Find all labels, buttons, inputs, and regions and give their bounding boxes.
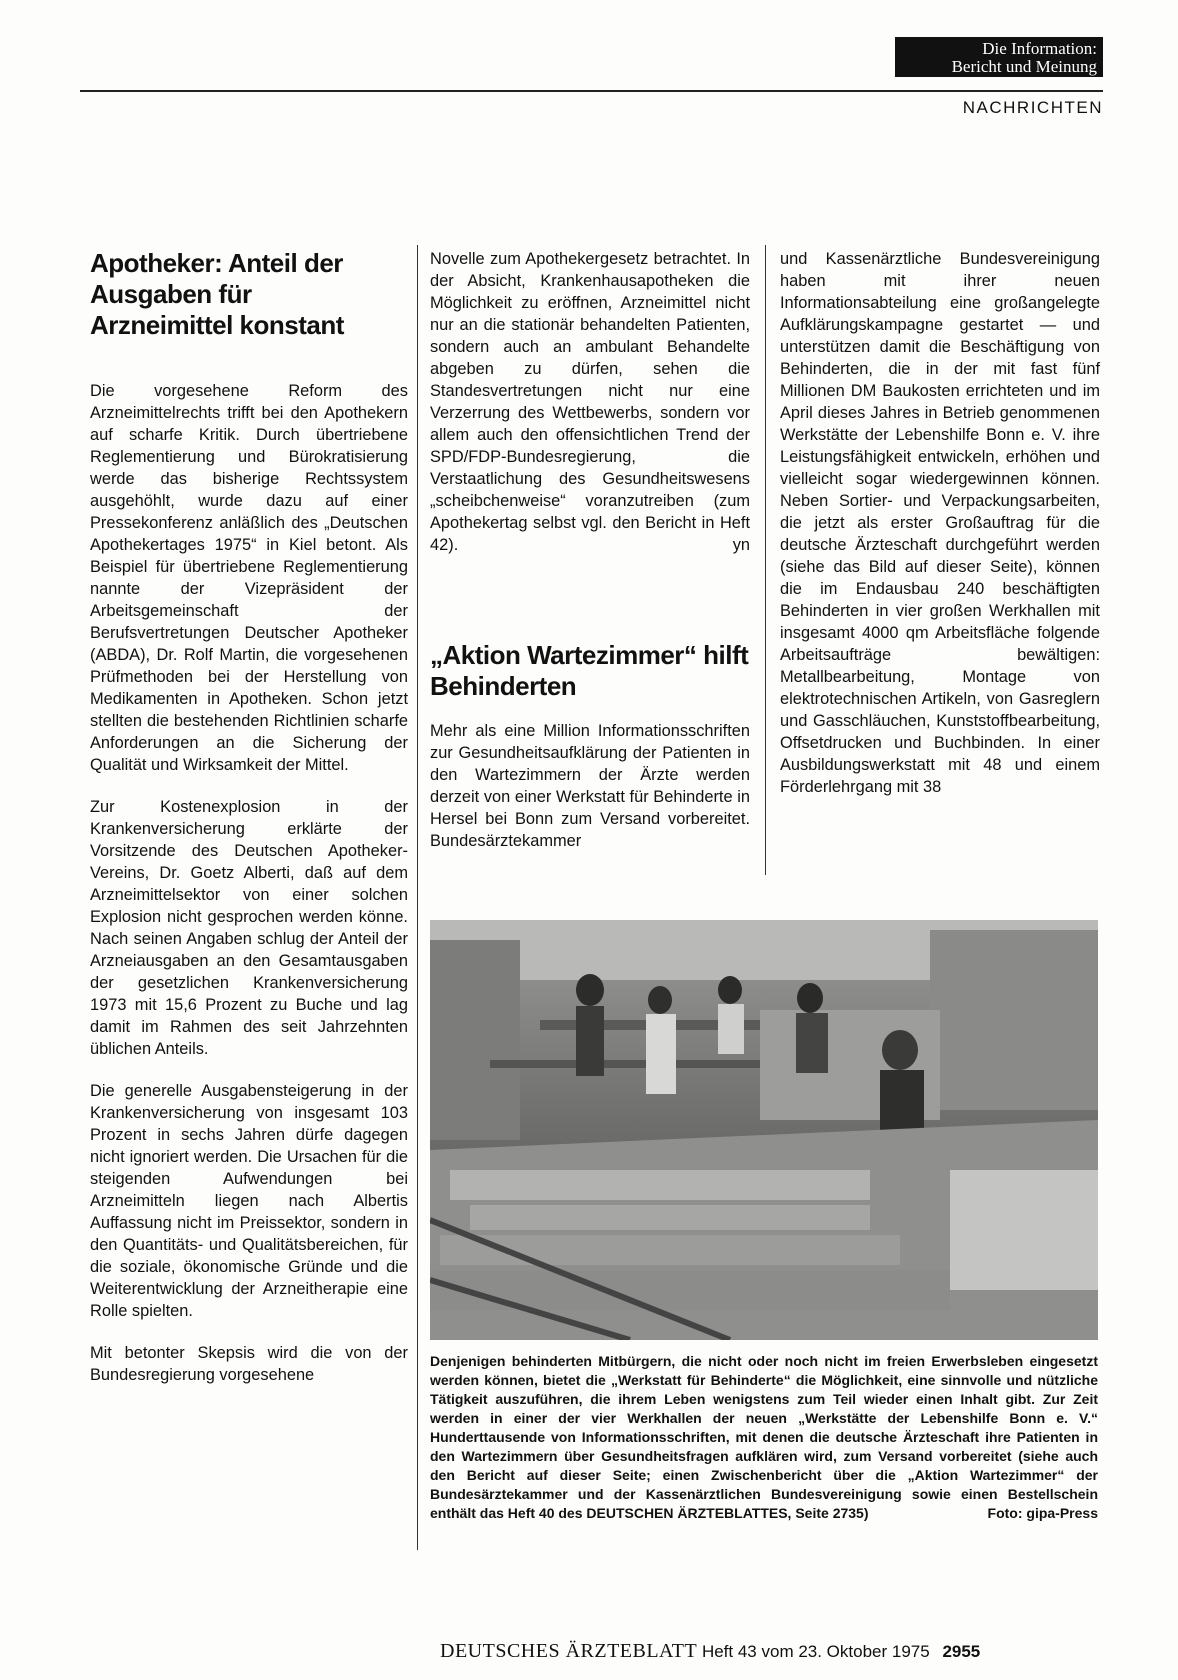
article2-paragraph: und Kassenärztliche Bundesvereinigung haben mit ihrer neuen Informationsabteilung eine großangelegte Aufklärungskampagne gestartet — und unterstützen damit die Beschäftigung von Behinderten, die in der mit fast fünf Millionen DM Baukosten errichteten und im April dieses Jahres in Betrieb genommenen Werkstätte der Lebenshilfe Bonn e. V. ihre Leistungsfähigkeit entwickeln, erhöhen und vielleicht sogar wiedergewinnen können. Neben Sortier- und Verpackungsarbeiten, die jetzt als erster Großauftrag für die deutsche Ärzteschaft durchgeführt werden (siehe das Bild auf dieser Seite), können die im Endausbau 240 beschäftigten Behinderten in vier großen Werkhallen mit insgesamt 4000 qm Arbeitsfläche folgende Arbeitsaufträge bewältigen: Metallbearbeitung, Montage von elektrotechnischen Artikeln, von Gasreglern und Gasschläuchen, Kunststoffbearbeitung, Offsetdrucken und Buchbinden. In einer Ausbildungswerkstatt mit 48 und einem Förderlehrgang mit 38	[780, 250, 1100, 796]
article1-author: yn	[732, 536, 750, 554]
photo-caption	[430, 1352, 1098, 1523]
column-2-article2	[430, 720, 750, 852]
rubric-box	[895, 37, 1103, 77]
issue-info: Heft 43 vom 23. Oktober 1975	[701, 1642, 930, 1661]
article1-paragraph: Zur Kostenexplosion in der Krankenversicherung erklärte der Vorsitzende des Deutschen Apotheker-Vereins, Dr. Goetz Alberti, daß auf dem Arzneimittelsektor von einer solchen Explosion nicht gesprochen werden könne. Nach seinen Angaben schlug der Anteil der Arzneiausgaben an den Gesamtausgaben der gesetzlichen Krankenversicherung 1973 mit 15,6 Prozent zu Buche und lag damit im Rahmen des seit Jahrzehnten üblichen Anteils.	[90, 798, 408, 1058]
article1-continuation: Novelle zum Apothekergesetz betrachtet. In der Absicht, Krankenhausapotheken die Möglichkeit zu eröffnen, Arzneimittel nicht nur an die stationär behandelten Patienten, sondern auch an ambulant Behandelte abgeben zu dürfen, sehen die Standesvertretungen nicht nur eine Verzerrung des Wettbewerbs, sondern vor allem auch den offensichtlichen Trend der SPD/FDP-Bundesregierung, die Verstaatlichung des Gesundheitswesens „scheibchenweise“ voranzutreiben (zum Apothekertag selbst vgl. den Bericht in Heft 42).	[430, 250, 750, 554]
header-rule	[80, 90, 1103, 92]
article1-paragraph: Mit betonter Skepsis wird die von der Bundesregierung vorgesehene	[90, 1344, 408, 1384]
article2-headline: „Aktion Wartezimmer“ hilft Behinderten	[430, 640, 749, 701]
article2-paragraph: Mehr als eine Million Informationsschriften zur Gesundheitsaufklärung der Patienten in den Wartezimmern der Ärzte werden derzeit von einer Werkstatt für Behinderte in Hersel bei Bonn zum Versand vorbereitet. Bundesärztekammer	[430, 722, 750, 850]
page-number: 2955	[942, 1642, 981, 1661]
column-1	[90, 380, 408, 1406]
article1-paragraph: Die generelle Ausgabensteigerung in der Krankenversicherung von insgesamt 103 Prozent in sechs Jahren dürfe dagegen nicht ignoriert werden. Die Ursachen für die steigenden Aufwendungen bei Arzneimitteln liegen nach Albertis Auffassung nicht im Preissektor, sondern in den Quantitäts- und Qualitätsbereichen, für die soziale, ökonomische Gründe und die Weiterentwicklung der Arzneitherapie eine Rolle spielten.	[90, 1082, 408, 1320]
column-divider	[765, 245, 766, 875]
workshop-photo	[430, 920, 1098, 1340]
column-2	[430, 248, 750, 556]
rubric-line-2: Bericht und Meinung	[951, 57, 1097, 76]
column-3	[780, 248, 1100, 798]
rubric-line-1: Die Information:	[982, 39, 1097, 58]
page-footer	[440, 1640, 1100, 1663]
section-title: NACHRICHTEN	[962, 98, 1103, 117]
photo-credit: Foto: gipa-Press	[987, 1505, 1098, 1521]
caption-text: Denjenigen behinderten Mitbürgern, die nicht oder noch nicht im freien Erwerbsleben eingesetzt werden können, bietet die „Werkstatt für Behinderte“ die Möglichkeit, eine sinnvolle und nützliche Tätigkeit auszuführen, die ihrem Leben wenigstens zum Teil wieder einen Inhalt gibt. Zur Zeit werden in einer der vier Werkhallen der neuen „Werkstätte der Lebenshilfe Bonn e. V.“ Hunderttausende von Informationsschriften, mit denen die deutsche Ärzteschaft ihre Patienten in den Wartezimmern über Gesundheitsfragen aufklären wird, zum Versand vorbereitet (siehe auch den Bericht auf dieser Seite; einen Zwischenbericht über die „Aktion Wartezimmer“ der Bundesärztekammer und der Kassenärztlichen Bundesvereinigung sowie einen Bestellschein enthält das Heft 40 des DEUTSCHEN ÄRZTEBLATTES, Seite 2735)	[430, 1353, 1098, 1521]
article1-paragraph: Die vorgesehene Reform des Arzneimittelrechts trifft bei den Apothekern auf scharfe Kritik. Durch übertriebene Reglementierung und Bürokratisierung werde das bisherige Rechtssystem ausgehöhlt, wurde dazu auf einer Pressekonferenz anläßlich des „Deutschen Apothekertages 1975“ in Kiel betont. Als Beispiel für übertriebene Reglementierung nannte der Vizepräsident der Arbeitsgemeinschaft der Berufsvertretungen Deutscher Apotheker (ABDA), Dr. Rolf Martin, die vorgesehenen Prüfmethoden bei der Herstellung von Medikamenten in Apotheken. Schon jetzt stellten die bestehenden Richtlinien scharfe Anforderungen an die Sicherung der Qualität und Wirksamkeit der Mittel.	[90, 382, 408, 774]
magazine-name: DEUTSCHES ÄRZTEBLATT	[440, 1640, 698, 1662]
article1-headline: Apotheker: Anteil der Ausgaben für Arzneimittel konstant	[90, 248, 344, 340]
column-divider	[417, 245, 418, 1550]
